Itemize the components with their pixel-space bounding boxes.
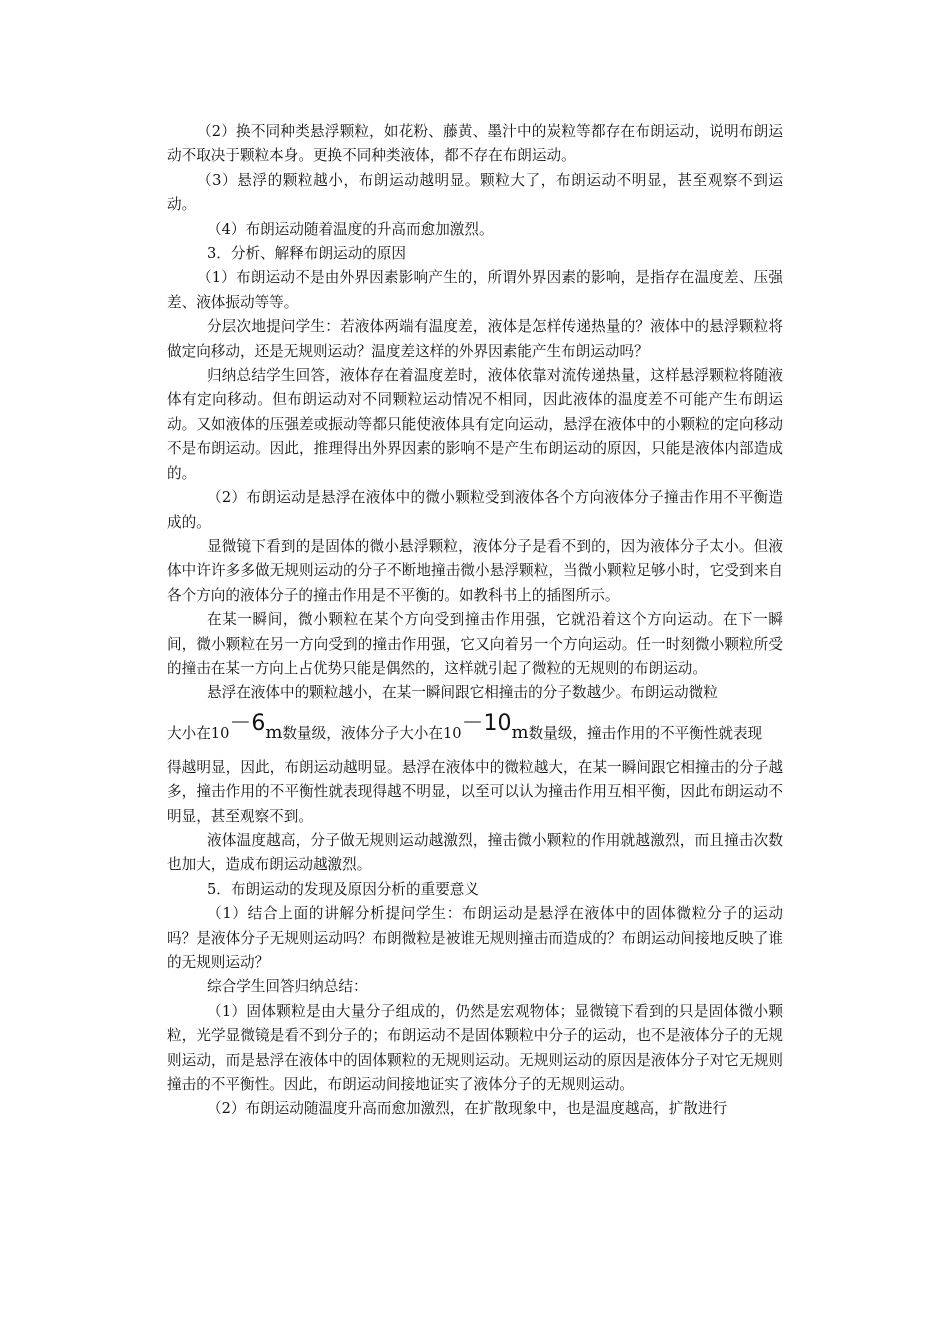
section-heading: 3．分析、解释布朗运动的原因 bbox=[207, 245, 407, 263]
formula-text: 数量级，撞击作用的不平衡性就表现 bbox=[528, 724, 763, 742]
exponent: －6 bbox=[229, 710, 266, 736]
paragraph: 在某一瞬间，微小颗粒在某个方向受到撞击作用强，它就沿着这个方向运动。在下一瞬间，微小颗粒在另一方向受到的撞击作用强，它又向着另一个方向运动。任一时刻微小颗粒所受的撞击在某一方向上占优势只能是偶然的，这样就引起了微粒的无规则的布朗运动。 bbox=[167, 611, 783, 677]
paragraph: （4）布朗运动随着温度的升高而愈加激烈。 bbox=[207, 220, 494, 238]
exponent: －10 bbox=[461, 710, 512, 736]
unit-label: m bbox=[265, 721, 283, 743]
paragraph: （1）布朗运动不是由外界因素影响产生的，所谓外界因素的影响，是指存在温度差、压强差、液体振动等等。 bbox=[167, 269, 783, 311]
paragraph: 综合学生回答归纳总结： bbox=[207, 978, 368, 996]
paragraph: 液体温度越高，分子做无规则运动越激烈，撞击微小颗粒的作用就越激烈，而且撞击次数也加大，造成布朗运动越激烈。 bbox=[167, 831, 783, 874]
paragraph: 归纳总结学生回答，液体存在着温度差时，液体依靠对流传递热量，这样悬浮颗粒将随液体有定向移动。但布朗运动对不同颗粒运动情况不相同，因此液体的温度差不可能产生布朗运动。又如液体的压强差或振动等都只能使液体具有定向运动，悬浮在液体中的小颗粒的定向移动不是布朗运动。因此，推理得出外界因素的影响不是产生布朗运动的原因，只能是液体内部造成的。 bbox=[167, 367, 783, 482]
paragraph: 显微镜下看到的是固体的微小悬浮颗粒，液体分子是看不到的，因为液体分子太小。但液体中许许多多做无规则运动的分子不断地撞击微小悬浮颗粒，当微小颗粒足够小时，它受到来自各个方向的液体分子的撞击作用是不平衡的。如教科书上的插图所示。 bbox=[167, 537, 783, 604]
paragraph: （2）布朗运动随温度升高而愈加激烈，在扩散现象中，也是温度越高，扩散进行 bbox=[207, 1100, 728, 1118]
paragraph: 分层次地提问学生：若液体两端有温度差，液体是怎样传递热量的？液体中的悬浮颗粒将做定向移动，还是无规则运动？温度差这样的外界因素能产生布朗运动吗？ bbox=[167, 318, 783, 360]
paragraph-line: 悬浮在液体中的颗粒越小，在某一瞬间跟它相撞击的分子数越少。布朗运动微粒 bbox=[207, 684, 718, 702]
formula-line bbox=[167, 712, 783, 752]
formula-text: 大小在10 bbox=[167, 724, 230, 742]
paragraph: （3）悬浮的颗粒越小，布朗运动越明显。颗粒大了，布朗运动不明显，甚至观察不到运动。 bbox=[167, 171, 783, 214]
formula-text: 数量级，液体分子大小在10 bbox=[282, 724, 462, 742]
paragraph: （2）换不同种类悬浮颗粒，如花粉、藤黄、墨汁中的炭粒等都存在布朗运动，说明布朗运动不取决于颗粒本身。更换不同种类液体，都不存在布朗运动。 bbox=[167, 123, 783, 165]
paragraph-line: 得越明显，因此，布朗运动越明显。悬浮在液体中的微粒越大，在某一瞬间跟它相撞击的分子越多，撞击作用的不平衡性就表现得越不明显，以至可以认为撞击作用互相平衡，因此布朗运动不明显，甚至观察不到。 bbox=[167, 758, 783, 825]
document-page bbox=[167, 120, 783, 1122]
paragraph: （1）结合上面的讲解分析提问学生：布朗运动是悬浮在液体中的固体微粒分子的运动吗？是液体分子无规则运动吗？布朗微粒是被谁无规则撞击而造成的？布朗运动间接地反映了谁的无规则运动？ bbox=[167, 905, 783, 971]
paragraph: （1）固体颗粒是由大量分子组成的，仍然是宏观物体；显微镜下看到的只是固体微小颗粒，光学显微镜是看不到分子的；布朗运动不是固体颗粒中分子的运动，也不是液体分子的无规则运动，而是悬浮在液体中的固体颗粒的无规则运动。无规则运动的原因是液体分子对它无规则撞击的不平衡性。因此，布朗运动间接地证实了液体分子的无规则运动。 bbox=[167, 1002, 783, 1094]
unit-label: m bbox=[511, 721, 529, 743]
section-heading: 5．布朗运动的发现及原因分析的重要意义 bbox=[207, 880, 479, 898]
paragraph-with-formula bbox=[167, 681, 783, 829]
paragraph: （2）布朗运动是悬浮在液体中的微小颗粒受到液体各个方向液体分子撞击作用不平衡造成的。 bbox=[167, 489, 783, 531]
